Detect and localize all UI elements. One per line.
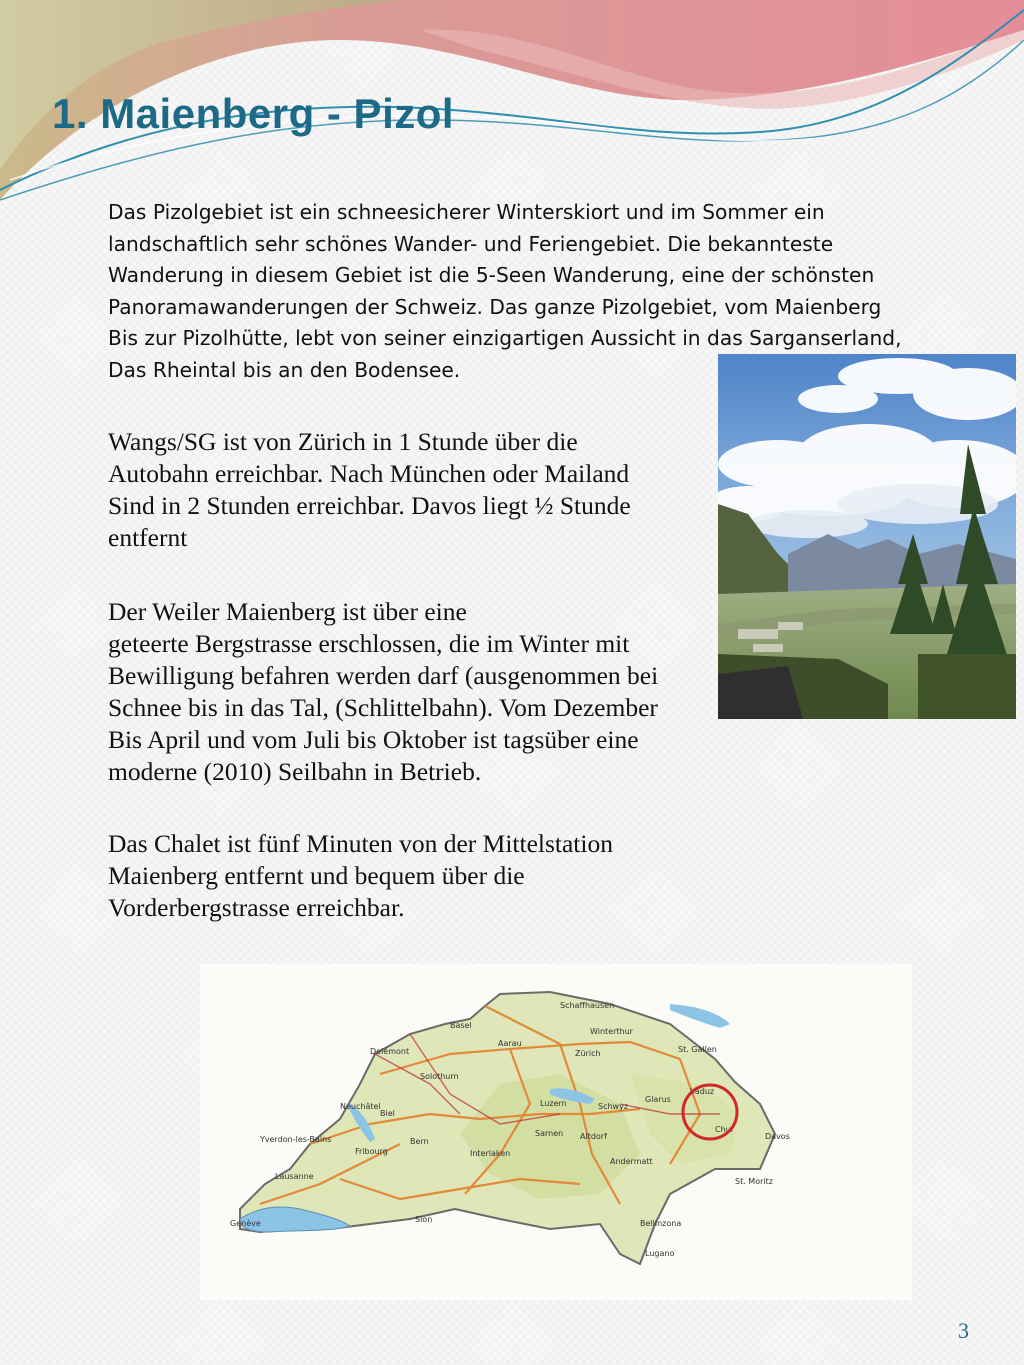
text-line: geteerte Bergstrasse erschlossen, die im Winter mit	[108, 629, 630, 658]
city-label: Davos	[765, 1132, 790, 1141]
city-label: Glarus	[645, 1095, 671, 1104]
city-label: Yverdon-les-Bains	[260, 1135, 332, 1144]
text-line: Das Rheintal bis an den Bodensee.	[108, 357, 461, 382]
city-label: Lugano	[645, 1249, 675, 1258]
city-label: Biel	[380, 1109, 395, 1118]
travel-paragraph	[108, 426, 748, 554]
city-label: Genève	[230, 1219, 261, 1228]
text-line: Bewilligung befahren werden darf (ausgenommen bei	[108, 661, 659, 690]
city-label: Delémont	[370, 1047, 410, 1056]
text-line: Vorderbergstrasse erreichbar.	[108, 893, 405, 922]
city-label: Solothurn	[420, 1072, 459, 1081]
text-line: entfernt	[108, 523, 188, 552]
city-label: Winterthur	[590, 1027, 633, 1036]
city-label: Vaduz	[690, 1087, 715, 1096]
page-number: 3	[958, 1318, 969, 1343]
city-label: Basel	[450, 1021, 472, 1030]
city-label: Chur	[715, 1125, 735, 1134]
city-label: Sion	[415, 1215, 433, 1224]
text-line: Das Pizolgebiet ist ein schneesicherer Winterskiort und im Sommer ein	[108, 200, 825, 224]
text-line: Wanderung in diesem Gebiet ist die 5-Seen Wanderung, eine der schönsten	[108, 263, 875, 288]
text-line: Sind in 2 Stunden erreichbar. Davos liegt ½ Stunde	[108, 491, 631, 520]
text-line: Maienberg entfernt und bequem über die	[108, 861, 525, 890]
city-label: Sarnen	[535, 1129, 564, 1138]
text-line: moderne (2010) Seilbahn in Betrieb.	[108, 757, 482, 786]
city-label: Schwyz	[598, 1102, 629, 1111]
city-label: Zürich	[575, 1049, 601, 1058]
text-line: Autobahn erreichbar. Nach München oder Mailand	[108, 459, 630, 488]
city-label: Aarau	[498, 1039, 522, 1048]
switzerland-map	[200, 964, 912, 1300]
slide-title: 1. Maienberg - Pizol	[52, 90, 455, 137]
city-label: Neuchâtel	[340, 1102, 381, 1111]
text-line: Panoramawanderungen der Schweiz. Das ganze Pizolgebiet, vom Maienberg	[108, 294, 882, 319]
text-line: Bis zur Pizolhütte, lebt von seiner einzigartigen Aussicht in das Sarganserland,	[108, 326, 902, 351]
text-line: Der Weiler Maienberg ist über eine	[108, 597, 467, 626]
city-label: Andermatt	[610, 1157, 653, 1166]
city-label: St. Gallen	[678, 1045, 717, 1054]
text-line: Bis April und vom Juli bis Oktober ist tagsüber eine	[108, 725, 639, 754]
city-label: Bern	[410, 1137, 429, 1146]
text-line: Schnee bis in das Tal, (Schlittelbahn). Vom Dezember	[108, 693, 658, 722]
text-line: landschaftlich sehr schönes Wander- und Feriengebiet. Die bekannteste	[108, 231, 834, 256]
text-line: Wangs/SG ist von Zürich in 1 Stunde über die	[108, 427, 578, 456]
city-label: St. Moritz	[735, 1177, 773, 1186]
city-label: Lausanne	[275, 1172, 314, 1181]
city-label: Fribourg	[355, 1147, 388, 1156]
city-label: Schaffhausen	[560, 1001, 615, 1010]
city-label: Luzern	[540, 1099, 567, 1108]
city-label: Altdorf	[580, 1132, 607, 1141]
chalet-paragraph	[108, 828, 748, 924]
city-label: Interlaken	[470, 1149, 511, 1158]
city-label: Bellinzona	[640, 1219, 682, 1228]
text-line: Das Chalet ist fünf Minuten von der Mittelstation	[108, 829, 613, 858]
access-paragraph	[108, 596, 748, 788]
valley-landscape-photo	[718, 354, 1016, 719]
